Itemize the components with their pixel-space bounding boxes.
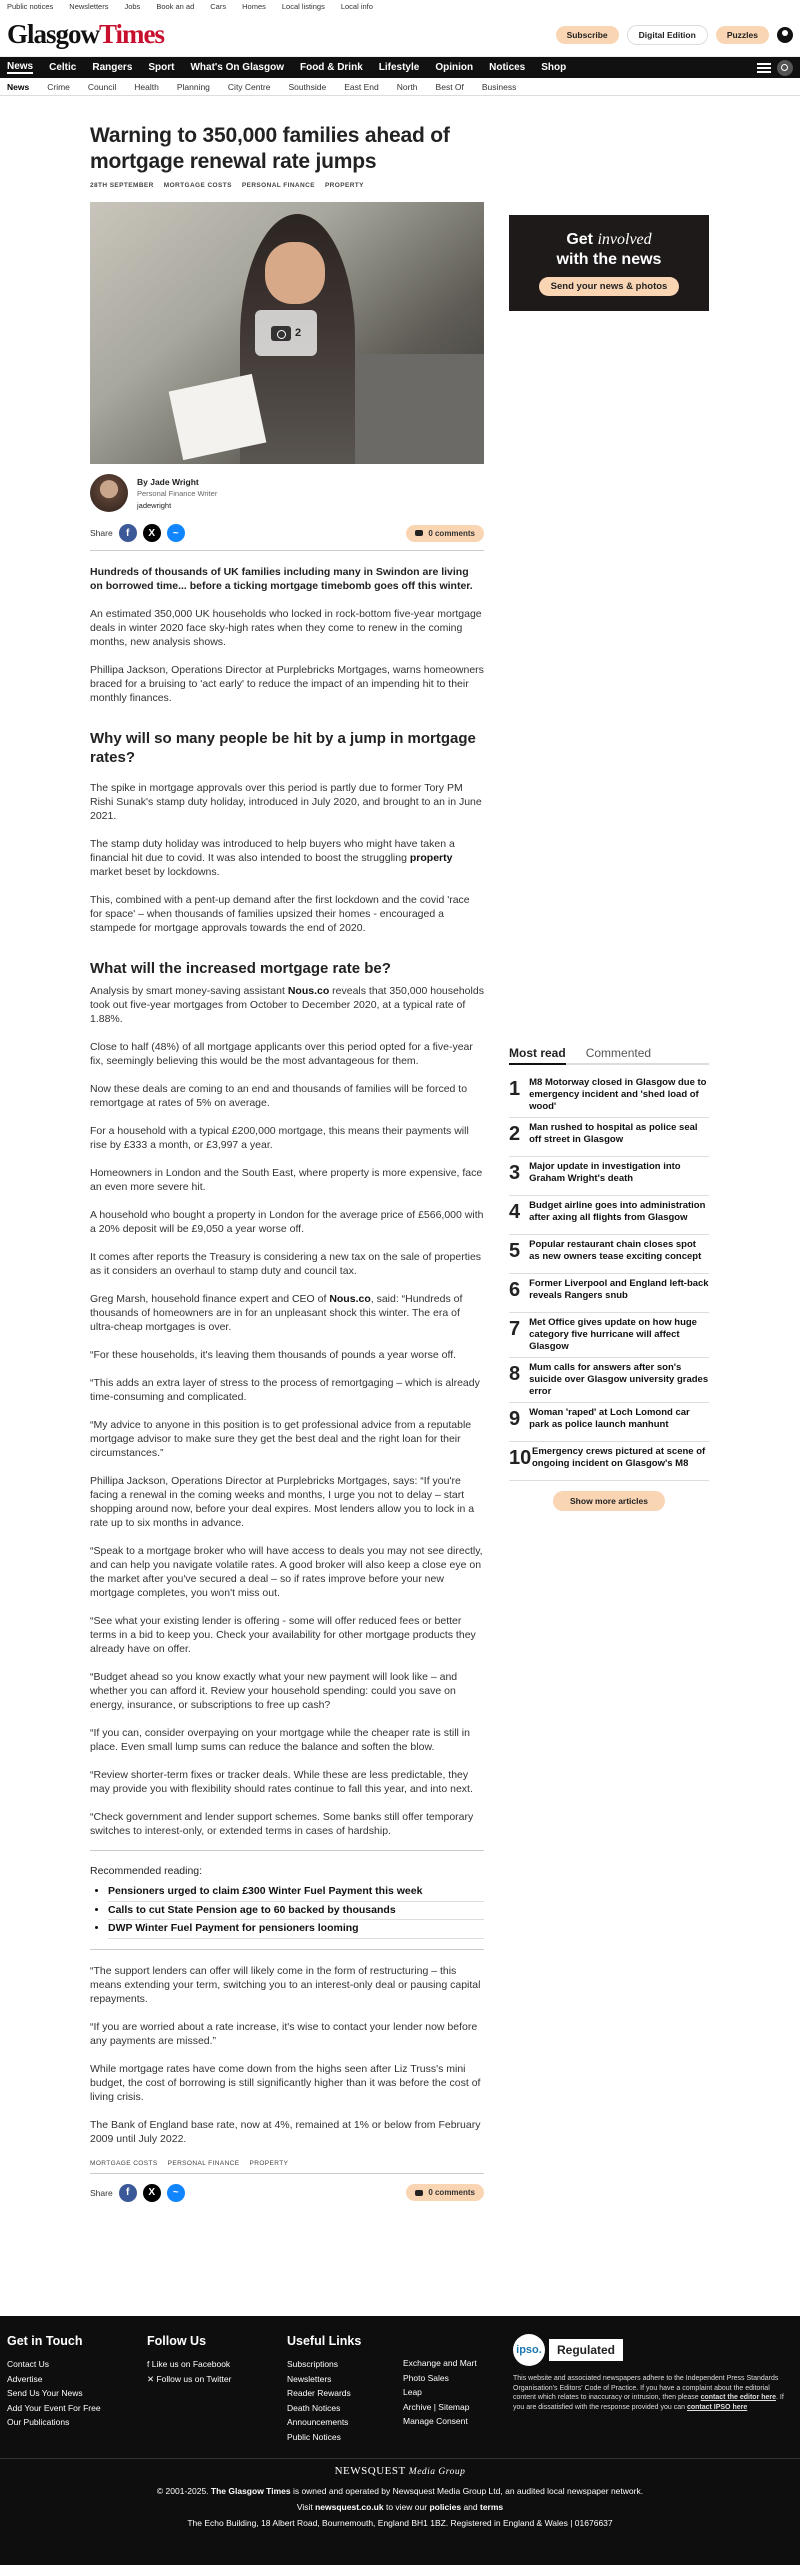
text: is owned and operated by Newsquest Media Group Ltd, an audited local newspaper network.: [290, 2486, 644, 2496]
paragraph: “Speak to a mortgage broker who will have access to deals you may not see directly, and can help you navigate volatile rates. A good broker will also keep a close eye on the market after you've secured a deal – so if rates improve before your new mortgage completes, you won't miss out.: [90, 1545, 483, 1599]
util-link[interactable]: Book an ad: [156, 2, 195, 11]
hero-face: [265, 242, 325, 304]
nav-item-food-drink[interactable]: Food & Drink: [299, 62, 363, 73]
article-body: [90, 565, 484, 2146]
recommended-link[interactable]: • Calls to cut State Pension age to 60 backed by thousands: [108, 1902, 484, 1921]
ipso-badge[interactable]: [513, 2334, 793, 2366]
tab-most-read[interactable]: Most read: [509, 1046, 566, 1065]
footer-link[interactable]: Reader Rewards: [287, 2388, 351, 2398]
paragraph: It comes after reports the Treasury is considering a new tax on the sale of properties as it considers an overhaul to stamp duty and council tax.: [90, 1251, 482, 1277]
rank-number: 1: [509, 1078, 521, 1100]
util-link[interactable]: Local listings: [281, 2, 325, 11]
tab-commented[interactable]: Commented: [585, 1046, 652, 1060]
rank-number: 7: [509, 1318, 521, 1340]
footer-heading: Follow Us: [147, 2334, 207, 2348]
author-avatar[interactable]: [90, 474, 128, 512]
comments-button[interactable]: [406, 525, 484, 542]
nav-item-sport[interactable]: Sport: [148, 62, 175, 73]
digital-edition-button[interactable]: Digital Edition: [627, 25, 708, 45]
paragraph: [90, 837, 484, 879]
share-label: Share: [90, 528, 113, 538]
most-read-item[interactable]: [509, 1196, 709, 1235]
article-date: 28TH SEPTEMBER: [90, 182, 154, 189]
article-tag[interactable]: PERSONAL FINANCE: [241, 182, 315, 189]
most-read: [509, 1046, 709, 1511]
subscribe-button[interactable]: Subscribe: [556, 26, 619, 44]
subnav-item[interactable]: East End: [344, 81, 379, 92]
most-read-title[interactable]: Former Liverpool and England left-back reveals Rangers snub: [529, 1278, 709, 1301]
gallery-button[interactable]: [255, 310, 317, 356]
footer-link[interactable]: Manage Consent: [403, 2416, 468, 2426]
logo-text: Glasgow: [7, 19, 100, 49]
footer-bottom: [0, 2458, 800, 2531]
subheading: What will the increased mortgage rate be?: [90, 960, 391, 977]
share-bar: [90, 522, 484, 544]
contact-editor-link[interactable]: contact the editor here: [700, 2394, 777, 2401]
article-tags-bottom: [90, 2160, 484, 2167]
utility-nav: [0, 0, 800, 13]
gallery-count: 2: [294, 327, 302, 339]
divider: [90, 2173, 484, 2174]
nav-item-shop[interactable]: Shop: [541, 62, 567, 73]
most-read-list: [509, 1073, 709, 1481]
nav-item-opinion[interactable]: Opinion: [435, 62, 474, 73]
footer-link[interactable]: Exchange and Mart: [403, 2358, 477, 2368]
footer-heading: Get in Touch: [7, 2334, 83, 2348]
paragraph: “See what your existing lender is offering - some will offer reduced fees or better terms in a bid to keep you. Check your availability for other mortgage products they already have on offer.: [90, 1615, 476, 1655]
rank-number: 9: [509, 1408, 521, 1430]
footer-link[interactable]: Send Us Your News: [7, 2388, 83, 2398]
most-read-item[interactable]: [509, 1442, 709, 1481]
divider: [90, 1949, 484, 1950]
show-more-button[interactable]: Show more articles: [553, 1491, 665, 1511]
footer-link[interactable]: Contact Us: [7, 2359, 50, 2369]
comment-icon: [415, 2190, 423, 2196]
rank-number: 2: [509, 1123, 521, 1145]
text: . If you are dissatisfied with the response provided you can: [513, 2394, 784, 2411]
newsquest-text: NEWSQUEST: [334, 2465, 406, 2477]
comment-icon: [415, 530, 423, 536]
footer-link[interactable]: Advertise: [7, 2373, 43, 2384]
newsquest-logo: [0, 2465, 800, 2477]
text: and: [461, 2502, 480, 2512]
footer-link[interactable]: Public Notices: [287, 2431, 341, 2442]
subnav-item[interactable]: Best Of: [435, 81, 464, 92]
text: Analysis by smart money-saving assistant: [90, 985, 288, 997]
text: The stamp duty holiday was introduced to help buyers who might have taken a financial hit due to covid. It was also intended to boost the struggling: [90, 838, 455, 864]
recommended-label: Recommended reading:: [90, 1865, 203, 1877]
author-role: Personal Finance Writer: [137, 488, 218, 498]
paragraph: This, combined with a pent-up demand after the first lockdown and the covid 'race for space' – when thousands of families upsized their homes - encouraged a stampede for mortgage approvals towards the end of 2020.: [90, 894, 470, 934]
most-read-title[interactable]: Met Office gives update on how huge category five hurricane will affect Glasgow: [529, 1317, 697, 1352]
most-read-item[interactable]: [509, 1157, 709, 1196]
util-link[interactable]: Local info: [340, 2, 373, 11]
paragraph: While mortgage rates have come down from the highs seen after Liz Truss's mini budget, the cost of borrowing is still significantly higher than it was before the cost of living crisis.: [90, 2062, 481, 2103]
ipso-text: [513, 2374, 793, 2412]
twitter-link-text: Follow us on Twitter: [156, 2373, 232, 2384]
facebook-icon: f: [147, 2359, 152, 2369]
paragraph: “For these households, it's leaving them thousands of pounds a year worse off.: [90, 1349, 457, 1361]
x-icon[interactable]: X: [143, 2184, 161, 2202]
subnav-item[interactable]: North: [396, 81, 418, 92]
paragraph: A household who bought a property in London for the average price of £566,000 with a 20% deposit will be £9,050 a year worse off.: [90, 1209, 484, 1235]
subnav-item[interactable]: Crime: [47, 81, 70, 92]
text: This website and associated newspapers adhere to the Independent Press Standards Organisation's Editors' Code of Practice. If you have a complaint about the editorial content which relates to inaccuracy or intrusion, then please: [513, 2375, 779, 2401]
util-link[interactable]: Public notices: [7, 2, 54, 11]
footer-link[interactable]: Photo Sales: [403, 2372, 449, 2383]
sub-nav: [0, 78, 800, 96]
footer-link[interactable]: Our Publications: [7, 2417, 70, 2427]
article: [90, 123, 484, 2204]
article-tag[interactable]: MORTGAGE COSTS: [90, 2159, 158, 2167]
article-tag[interactable]: PROPERTY: [249, 2159, 289, 2167]
paragraph: “If you are worried about a rate increase, it's wise to contact your lender now before any payments are missed.”: [90, 2020, 478, 2047]
facebook-link[interactable]: [147, 2357, 287, 2372]
most-read-title[interactable]: Emergency crews pictured at scene of ongoing incident on Glasgow's M8: [532, 1446, 706, 1469]
paragraph: The Bank of England base rate, now at 4%, remained at 1% or below from February 2009 until July 2022.: [90, 2118, 481, 2145]
puzzles-button[interactable]: Puzzles: [716, 26, 769, 44]
share-label: Share: [90, 2187, 113, 2198]
most-read-title[interactable]: Popular restaurant chain closes spot as new owners tease exciting concept: [529, 1239, 702, 1262]
footer-link[interactable]: Add Your Event For Free: [7, 2402, 101, 2413]
site-logo[interactable]: [7, 19, 164, 50]
contact-ipso-link[interactable]: contact IPSO here: [686, 2403, 748, 2411]
promo-heading: [566, 230, 651, 250]
most-read-title[interactable]: Mum calls for answers after son's suicide over Glasgow university grades error: [529, 1362, 709, 1397]
nav-item-notices[interactable]: Notices: [489, 62, 526, 73]
byline: [90, 474, 484, 512]
footer-useful-links: [287, 2334, 403, 2444]
paragraph: “Review shorter-term fixes or tracker deals. While these are less predictable, they may provide you with flexibility should rates continue to fall this year, and into next.: [90, 1769, 473, 1795]
text: to view our: [383, 2502, 430, 2512]
news-promo: [509, 215, 709, 311]
ipso-block: [513, 2334, 793, 2444]
text: market beset by lockdowns.: [90, 866, 220, 878]
paragraph: “My advice to anyone in this position is to get professional advice from a reputable mortgage advisor to make sure they get the best deal and the right loan for their circumstances.”: [90, 1419, 472, 1459]
comments-button[interactable]: [406, 2184, 484, 2201]
subnav-item[interactable]: Council: [87, 81, 117, 92]
footer-link[interactable]: Announcements: [287, 2417, 349, 2427]
visit-line: [0, 2499, 800, 2515]
subnav-item[interactable]: Southside: [288, 81, 327, 92]
divider: [90, 550, 484, 551]
x-icon[interactable]: X: [143, 524, 161, 542]
text: Greg Marsh, household finance expert and CEO of: [90, 1293, 330, 1305]
paragraph: Phillipa Jackson, Operations Director at Purplebricks Mortgages, says: “If you're facing a renewal in the coming weeks and months, I urge you not to delay – start shopping around now, before your deal expires. Most lenders allow you to lock in a rate up to six months in advance.: [90, 1475, 475, 1529]
ipso-logo: ipso.: [513, 2334, 545, 2366]
paragraph: “Check government and lender support schemes. Some banks still offer temporary switches to interest-only, or extended terms in cases of hardship.: [90, 1811, 474, 1837]
article-title: Warning to 350,000 families ahead of mortgage renewal rate jumps: [90, 124, 450, 173]
site-footer: [0, 2316, 800, 2565]
most-read-item[interactable]: [509, 1235, 709, 1274]
paragraph: “If you can, consider overpaying on your mortgage while the cheaper rate is still in place. Even small lump sums can reduce the balance and soften the blow.: [90, 1727, 470, 1753]
rank-number: 4: [509, 1201, 521, 1223]
most-read-title[interactable]: M8 Motorway closed in Glasgow due to emergency incident and 'shed load of wood': [529, 1077, 707, 1112]
most-read-item[interactable]: [509, 1358, 709, 1403]
most-read-title[interactable]: Woman 'raped' at Loch Lomond car park as police launch manhunt: [529, 1407, 690, 1430]
most-read-item[interactable]: [509, 1118, 709, 1157]
paragraph: “Budget ahead so you know exactly what your new payment will look like – and whether you can afford it. Review your household spending: could you save on energy, insurance, or subscriptions to free up cash?: [90, 1671, 458, 1711]
paragraph: For a household with a typical £200,000 mortgage, this means their payments will rise by £333 a month, or £3,997 a year.: [90, 1125, 469, 1151]
text: The Glasgow Times: [210, 2486, 291, 2496]
paragraph: [90, 984, 484, 1026]
nav-item-news[interactable]: News: [7, 61, 34, 72]
hero-image[interactable]: [90, 202, 484, 464]
author-handle[interactable]: jadewright: [137, 500, 172, 510]
footer-link[interactable]: Death Notices: [287, 2402, 341, 2413]
footer-useful-links-2: [403, 2334, 513, 2444]
paragraph: “This adds an extra layer of stress to the process of remortgaging – which is already time-consuming and complicated.: [90, 1377, 480, 1403]
share-bar-bottom: [90, 2182, 484, 2204]
promo-text: Get: [566, 231, 598, 248]
comments-count: 0 comments: [428, 528, 475, 538]
most-read-item[interactable]: [509, 1313, 709, 1358]
paragraph: [90, 1292, 484, 1334]
address: The Echo Building, 18 Albert Road, Bournemouth, England BH1 1BZ. Registered in England & Wales | 01676637: [187, 2518, 613, 2528]
bluesky-icon[interactable]: ~: [167, 2184, 185, 2202]
twitter-icon: ✕: [147, 2373, 157, 2384]
newsquest-link[interactable]: newsquest.co.uk: [315, 2502, 384, 2512]
footer-follow-us: [147, 2334, 287, 2444]
copyright: [0, 2483, 800, 2499]
paragraph: The spike in mortgage approvals over this period is partly due to former Tory PM Rishi Sunak's stamp duty holiday, introduced in July 2020, and brought to an in June 2021.: [90, 782, 482, 822]
paragraph: Homeowners in London and the South East, where property is more expensive, face an even more severe hit.: [90, 1167, 483, 1193]
subnav-item[interactable]: Health: [134, 81, 159, 92]
paragraph: “The support lenders can offer will likely come in the form of restructuring – this means extending your term, switching you to an interest-only deal or pausing capital repayments.: [90, 1964, 481, 2005]
most-read-item[interactable]: [509, 1403, 709, 1442]
paragraph: Close to half (48%) of all mortgage applicants over this period opted for a five-year fix, seemingly believing this would be the most advantageous for them.: [90, 1041, 473, 1067]
most-read-tabs: [509, 1046, 709, 1065]
util-link[interactable]: Newsletters: [69, 2, 109, 11]
comments-count: 0 comments: [428, 2188, 475, 2197]
newsquest-subtext: Media Group: [408, 2467, 466, 2477]
property-link[interactable]: property: [409, 852, 453, 864]
rank-number: 5: [509, 1240, 521, 1262]
most-read-item[interactable]: [509, 1274, 709, 1313]
util-link[interactable]: Jobs: [124, 2, 141, 11]
article-meta: [90, 182, 484, 189]
recommended-link[interactable]: • DWP Winter Fuel Payment for pensioners looming: [108, 1920, 484, 1939]
article-tag[interactable]: PROPERTY: [324, 182, 364, 189]
recommended-link[interactable]: • Pensioners urged to claim £300 Winter Fuel Payment this week: [108, 1883, 484, 1902]
rank-number: 8: [509, 1363, 521, 1385]
facebook-icon[interactable]: f: [119, 524, 137, 542]
most-read-title[interactable]: Man rushed to hospital as police seal off street in Glasgow: [529, 1122, 698, 1145]
footer-get-in-touch: [7, 2334, 147, 2444]
nav-item-whats-on[interactable]: What's On Glasgow: [190, 62, 284, 73]
footer-link[interactable]: Newsletters: [287, 2373, 332, 2384]
terms-link[interactable]: terms: [480, 2502, 504, 2512]
util-link[interactable]: Homes: [242, 2, 266, 11]
ipso-regulated: Regulated: [549, 2339, 623, 2361]
paragraph: Now these deals are coming to an end and thousands of families will be forced to remortgage at rates of 5% on average.: [90, 1083, 468, 1109]
text: reveals that 350,000 households took out five-year mortgages from October to December 2020, at a typical rate of 1.88%.: [90, 985, 484, 1025]
search-icon[interactable]: [777, 60, 793, 76]
logo-text-accent: Times: [99, 19, 165, 49]
nous-link[interactable]: Nous.co: [287, 985, 330, 997]
promo-heading-2: with the news: [556, 251, 662, 268]
subnav-item[interactable]: City Centre: [227, 81, 271, 92]
article-tag[interactable]: PERSONAL FINANCE: [167, 2159, 240, 2167]
recommended-list: [108, 1883, 484, 1939]
nav-item-rangers[interactable]: Rangers: [92, 62, 133, 73]
policies-link[interactable]: policies: [429, 2502, 462, 2512]
twitter-link[interactable]: [147, 2372, 287, 2387]
main-nav: [0, 57, 800, 78]
rank-number: 3: [509, 1162, 521, 1184]
menu-icon[interactable]: [757, 63, 771, 73]
article-lead: Hundreds of thousands of UK families including many in Swindon are living on borrowed time... before a ticking mortgage timebomb goes off this winter.: [90, 566, 473, 592]
subnav-item[interactable]: Planning: [176, 81, 210, 92]
bluesky-icon[interactable]: ~: [167, 524, 185, 542]
nous-link[interactable]: Nous.co: [329, 1293, 371, 1305]
most-read-title[interactable]: Budget airline goes into administration after axing all flights from Glasgow: [529, 1200, 706, 1223]
paragraph: An estimated 350,000 UK households who locked in rock-bottom five-year mortgage deals in winter 2020 face sky-high rates when they come to renew in the coming months, new analysis shows.: [90, 608, 482, 648]
text: , said: “Hundreds of thousands of homeowners are in for an unpleasant shock this winter. The era of ultra-cheap mortgages is over.: [90, 1293, 463, 1333]
article-tag[interactable]: MORTGAGE COSTS: [163, 182, 232, 189]
facebook-link-text: Like us on Facebook: [151, 2359, 231, 2369]
facebook-icon[interactable]: f: [119, 2184, 137, 2202]
camera-icon: [271, 326, 291, 341]
promo-text-italic: involved: [597, 231, 652, 248]
subnav-item[interactable]: Business: [481, 81, 517, 92]
paragraph: Phillipa Jackson, Operations Director at Purplebricks Mortgages, warns homeowners braced for a bruising to 'act early' to reduce the impact of an impending hit to their monthly finances.: [90, 664, 484, 704]
util-link[interactable]: Cars: [210, 2, 227, 11]
send-news-button[interactable]: Send your news & photos: [539, 277, 680, 296]
text: Visit: [296, 2502, 316, 2512]
footer-link[interactable]: Subscriptions: [287, 2359, 339, 2369]
user-icon[interactable]: [777, 27, 793, 43]
subnav-item[interactable]: News: [7, 81, 30, 92]
subheading: Why will so many people be hit by a jump in mortgage rates?: [90, 730, 476, 766]
nav-item-celtic[interactable]: Celtic: [49, 62, 77, 73]
divider: [90, 1850, 484, 1851]
footer-link[interactable]: Archive | Sitemap: [403, 2401, 470, 2412]
masthead: [0, 13, 800, 57]
footer-link[interactable]: Leap: [403, 2387, 422, 2397]
footer-heading: Useful Links: [287, 2334, 362, 2348]
author-name[interactable]: By Jade Wright: [137, 476, 199, 487]
nav-item-lifestyle[interactable]: Lifestyle: [378, 62, 420, 73]
rank-number: 10: [509, 1447, 532, 1469]
rank-number: 6: [509, 1279, 521, 1301]
most-read-item[interactable]: [509, 1073, 709, 1118]
text: © 2001-2025.: [156, 2486, 211, 2496]
most-read-title[interactable]: Major update in investigation into Graham Wright's death: [529, 1161, 681, 1184]
